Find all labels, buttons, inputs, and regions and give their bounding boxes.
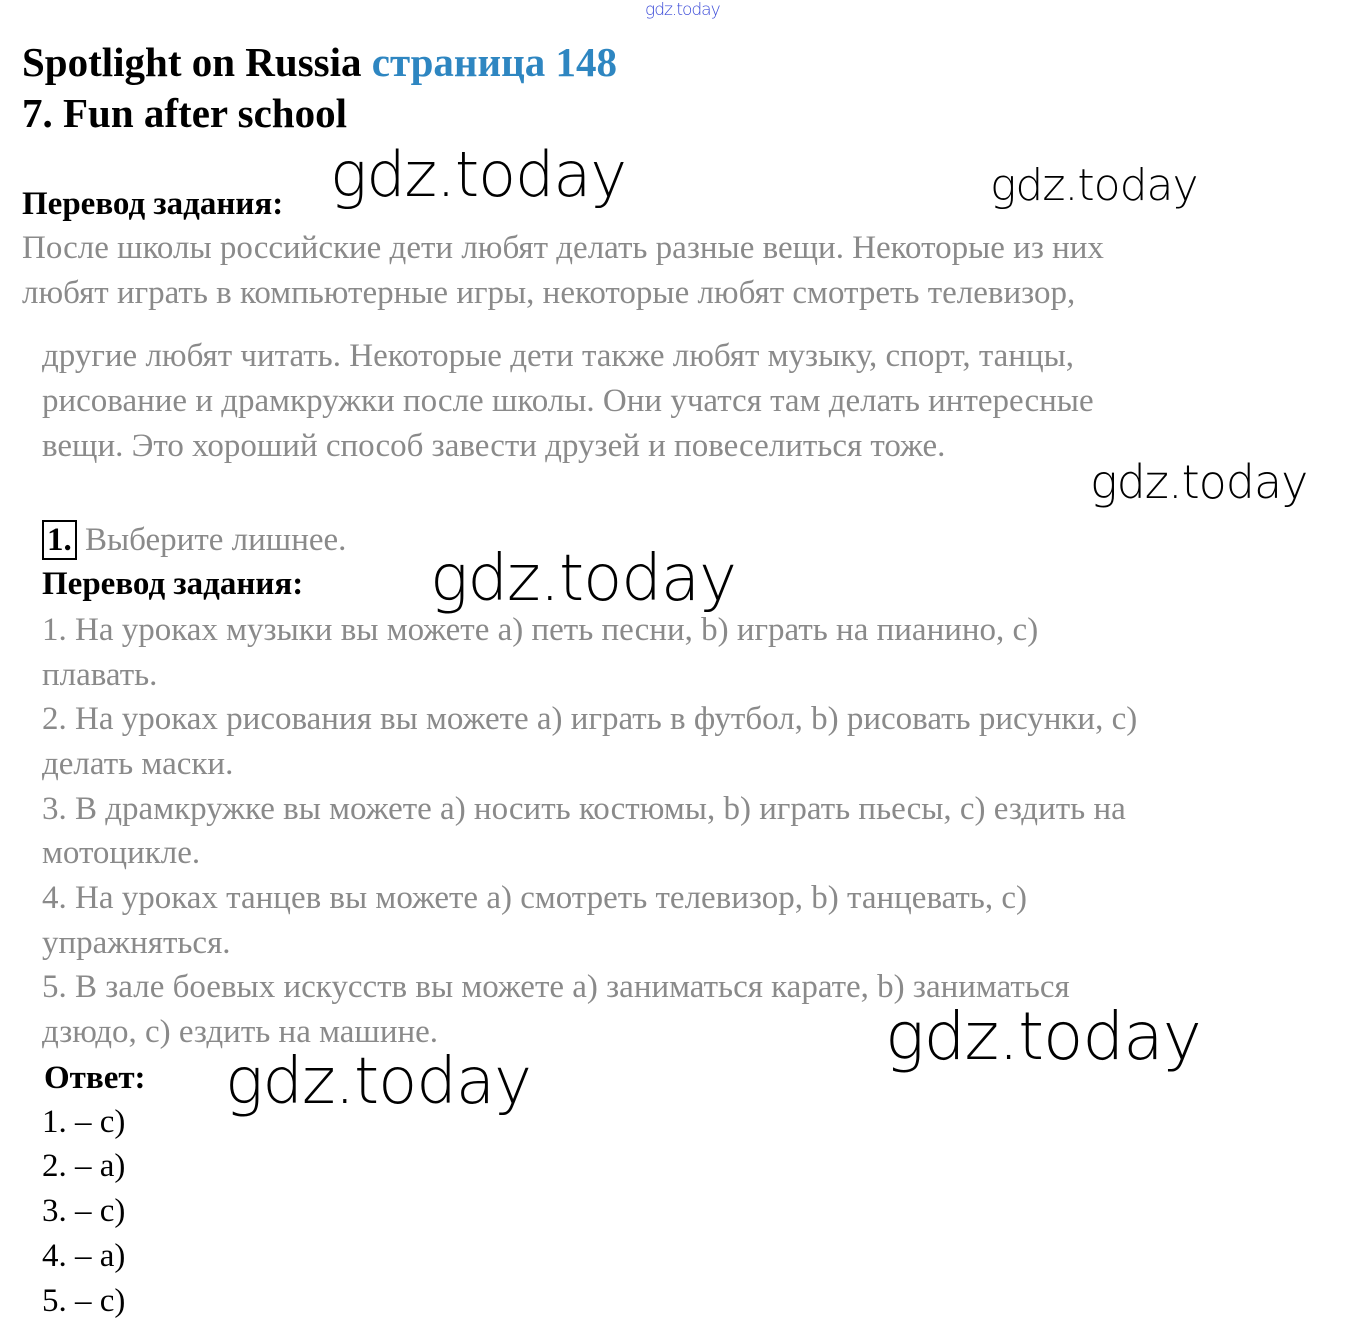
- intro-line: После школы российские дети любят делать разные вещи. Некоторые из них: [22, 230, 1104, 266]
- task-number: 1.: [42, 520, 77, 560]
- book-title: Spotlight on Russia: [22, 39, 362, 85]
- watermark: gdz.today: [885, 998, 1201, 1075]
- answer-item: 3. – c): [42, 1193, 126, 1229]
- task-line: 2. На уроках рисования вы можете a) играть в футбол, b) рисовать рисунки, c): [42, 701, 1138, 737]
- unit-title: 7. Fun after school: [22, 90, 347, 136]
- task-header: [42, 520, 346, 560]
- task-instruction: Выберите лишнее.: [85, 522, 347, 558]
- watermark: gdz.today: [225, 1045, 531, 1119]
- intro-line: рисование и драмкружки после школы. Они учатся там делать интересные: [42, 383, 1094, 419]
- task-line: упражняться.: [42, 925, 231, 961]
- intro-line: вещи. Это хороший способ завести друзей и повеселиться тоже.: [42, 428, 946, 464]
- answer-item: 4. – a): [42, 1238, 126, 1274]
- task-line: 5. В зале боевых искусств вы можете a) заниматься карате, b) заниматься: [42, 969, 1070, 1005]
- task-line: 4. На уроках танцев вы можете a) смотреть телевизор, b) танцевать, c): [42, 880, 1027, 916]
- answer-item: 1. – c): [42, 1104, 126, 1140]
- watermark: gdz.today: [430, 542, 736, 616]
- page-number: страница 148: [371, 39, 618, 85]
- task-line: 3. В драмкружке вы можете a) носить костюмы, b) играть пьесы, c) ездить на: [42, 791, 1126, 827]
- task-line: делать маски.: [42, 746, 234, 782]
- watermark: gdz.today: [1090, 455, 1308, 509]
- intro-line: другие любят читать. Некоторые дети также любят музыку, спорт, танцы,: [42, 338, 1075, 374]
- watermark-top: gdz.today: [645, 0, 720, 20]
- task-label: Перевод задания:: [42, 566, 304, 602]
- task-line: мотоцикле.: [42, 835, 201, 871]
- watermark: gdz.today: [990, 160, 1198, 211]
- watermark: gdz.today: [330, 138, 627, 211]
- task-line: 1. На уроках музыки вы можете a) петь песни, b) играть на пианино, c): [42, 612, 1039, 648]
- answer-label: Ответ:: [44, 1060, 146, 1096]
- answer-item: 2. – a): [42, 1148, 126, 1184]
- answer-item: 5. – c): [42, 1283, 126, 1319]
- page-title: [22, 38, 617, 86]
- intro-label: Перевод задания:: [22, 186, 284, 222]
- task-line: дзюдо, c) ездить на машине.: [42, 1014, 439, 1050]
- task-line: плавать.: [42, 657, 158, 693]
- intro-line: любят играть в компьютерные игры, некоторые любят смотреть телевизор,: [22, 275, 1076, 311]
